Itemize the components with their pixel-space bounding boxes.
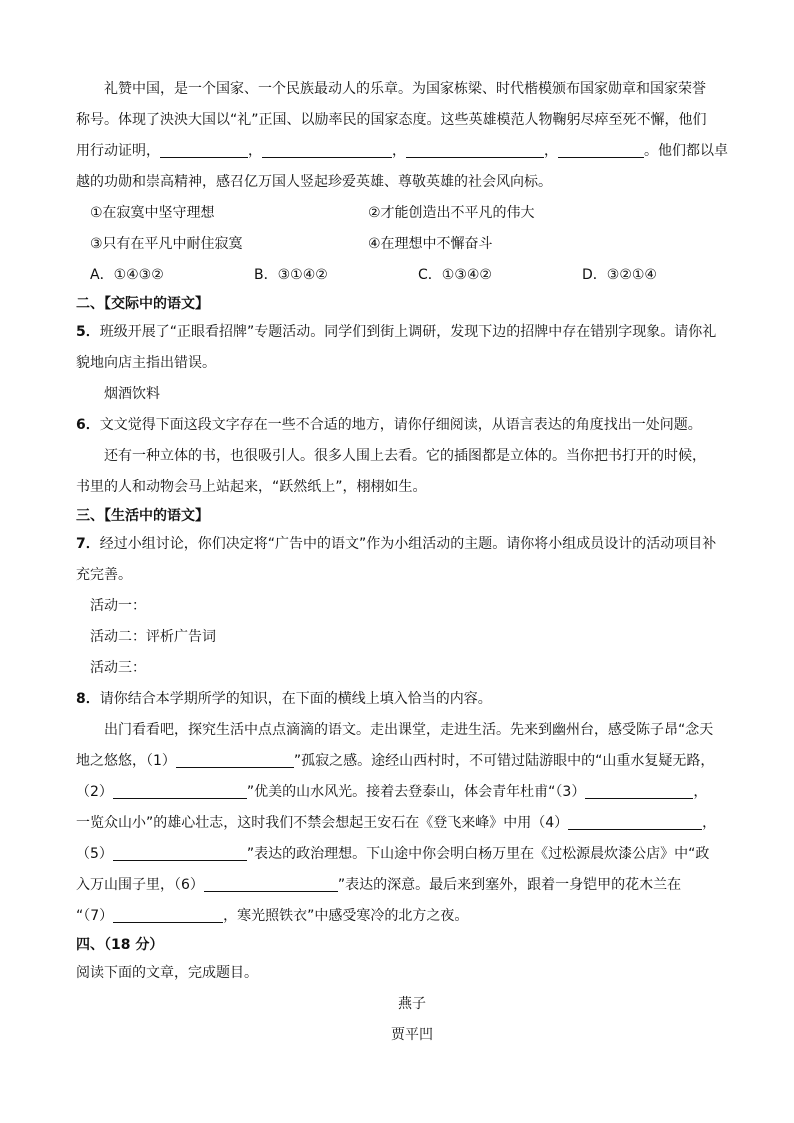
passage-text: ”表达的政治理想。下山途中你会明白杨万里在《过松源晨炊漆公店》中“政 [246,846,710,862]
answer-blank-3[interactable] [585,782,693,799]
option-c[interactable]: C．①③④② [418,267,492,283]
passage-text: （5） [76,846,113,862]
question-5-text: 班级开展了“正眼看招牌”专题活动。同学们到街上调研，发现下边的招牌中存在错别字现象。请你礼 [99,324,717,340]
answer-blank-6[interactable] [204,875,338,892]
option-d[interactable]: D．③②①④ [582,267,657,283]
answer-blank[interactable] [160,141,248,158]
choice-item-4: ④在理想中不懈奋斗 [368,236,493,252]
question-8-number: 8． [76,691,100,707]
passage-text: ”优美的山水风光。接着去登泰山，体会青年杜甫“（3） [246,784,586,800]
section-4-title: 四、（18 分） [76,937,164,953]
activity-3: 活动三： [90,660,146,676]
question-8-passage-1: 出门看看吧，探究生活中点点滴滴的语文。走出课堂，走进生活。先来到幽州台，感受陈子昂“念天 [104,722,714,738]
question-8-passage-4 [76,808,748,839]
activity-2: 活动二：评析广告词 [90,629,216,645]
article-author: 贾平凹 [391,1027,433,1043]
choice-item-3: ③只有在平凡中耐住寂寞 [90,236,243,252]
choice-items-row-2 [76,229,748,260]
question-8-passage-2 [76,746,748,777]
passage-line-2: 称号。体现了泱泱大国以“礼”正国、以励率民的国家态度。这些英雄模范人物鞠躬尽瘁至死不懈，他们 [76,112,707,128]
question-7-number: 7． [76,536,100,552]
passage-text: 一览众山小”的雄心壮志，这时我们不禁会想起王安石在《登飞来峰》中用（4） [76,815,569,831]
activity-1: 活动一： [90,598,146,614]
question-7-line-1 [76,529,748,560]
question-8-line-1 [76,684,748,715]
option-b[interactable]: B．③①④② [254,267,328,283]
answer-blank-1[interactable] [176,751,294,768]
comma: ， [248,143,262,159]
answer-blank[interactable] [262,141,392,158]
passage-text: 地之悠悠，（1） [76,753,176,769]
passage-text: ”孤寂之感。途经山西村时，不可错过陆游眼中的“山重水复疑无路， [293,753,715,769]
passage-text: （2） [76,784,113,800]
question-8-passage-7 [76,901,748,932]
question-6-number: 6． [76,417,100,433]
question-7-line-2: 充完善。 [76,567,132,583]
answer-blank-2[interactable] [113,782,247,799]
passage-text: “（7） [76,908,114,924]
comma: ， [702,815,717,831]
answer-blank-7[interactable] [113,906,223,923]
passage-line-1: 礼赞中国，是一个国家、一个民族最动人的乐章。为国家栋梁、时代楷模颁布国家勋章和国家荣誉 [104,81,706,97]
comma: ， [693,784,708,800]
answer-blank[interactable] [558,141,644,158]
choice-item-2: ②才能创造出不平凡的伟大 [368,205,535,221]
question-8-passage-6 [76,870,748,901]
comma: ， [544,143,558,159]
passage-text: ”表达的深意。最后来到塞外，跟着一身铠甲的花木兰在 [337,877,682,893]
question-6-text: 文文觉得下面这段文字存在一些不合适的地方，请你仔细阅读，从语言表达的角度找出一处问题。 [99,417,702,433]
passage-line-3-start: 用行动证明， [76,143,160,159]
article-title: 燕子 [398,996,426,1012]
section-2-title: 二、【交际中的语文】 [76,296,209,312]
question-6-line-1 [76,410,748,441]
question-5-line-1 [76,317,748,348]
shop-sign-text: 烟酒饮料 [104,386,160,402]
section-3-title: 三、【生活中的语文】 [76,508,209,524]
question-8-passage-3 [76,777,748,808]
section-4-instruction: 阅读下面的文章，完成题目。 [76,965,258,981]
passage-text: 入万山围子里，（6） [76,877,204,893]
passage-line-3 [76,136,748,167]
question-8-passage-5 [76,839,748,870]
question-8-text: 请你结合本学期所学的知识，在下面的横线上填入恰当的内容。 [99,691,492,707]
choice-item-1: ①在寂寞中坚守理想 [90,205,215,221]
question-5-line-2: 貌地向店主指出错误。 [76,355,216,371]
answer-blank[interactable] [406,141,544,158]
passage-text: ，寒光照铁衣”中感受寒冷的北方之夜。 [223,908,469,924]
comma: ， [392,143,406,159]
choice-items-row-1 [76,198,748,229]
passage-line-3-end: 。他们都以卓 [644,143,728,159]
answer-options [76,260,748,291]
question-7-text: 经过小组讨论，你们决定将“广告中的语文”作为小组活动的主题。请你将小组成员设计的活动项目补 [99,536,717,552]
question-6-passage-2: 书里的人和动物会马上站起来，“跃然纸上”，栩栩如生。 [76,479,427,495]
option-a[interactable]: A．①④③② [90,267,164,283]
question-6-passage-1: 还有一种立体的书，也很吸引人。很多人围上去看。它的插图都是立体的。当你把书打开的时候， [104,448,706,464]
question-5-number: 5． [76,324,100,340]
answer-blank-5[interactable] [113,844,247,861]
document-page [76,74,748,1051]
passage-line-4: 越的功勋和崇高精神，感召亿万国人竖起珍爱英雄、尊敬英雄的社会风向标。 [76,174,552,190]
answer-blank-4[interactable] [568,813,702,830]
